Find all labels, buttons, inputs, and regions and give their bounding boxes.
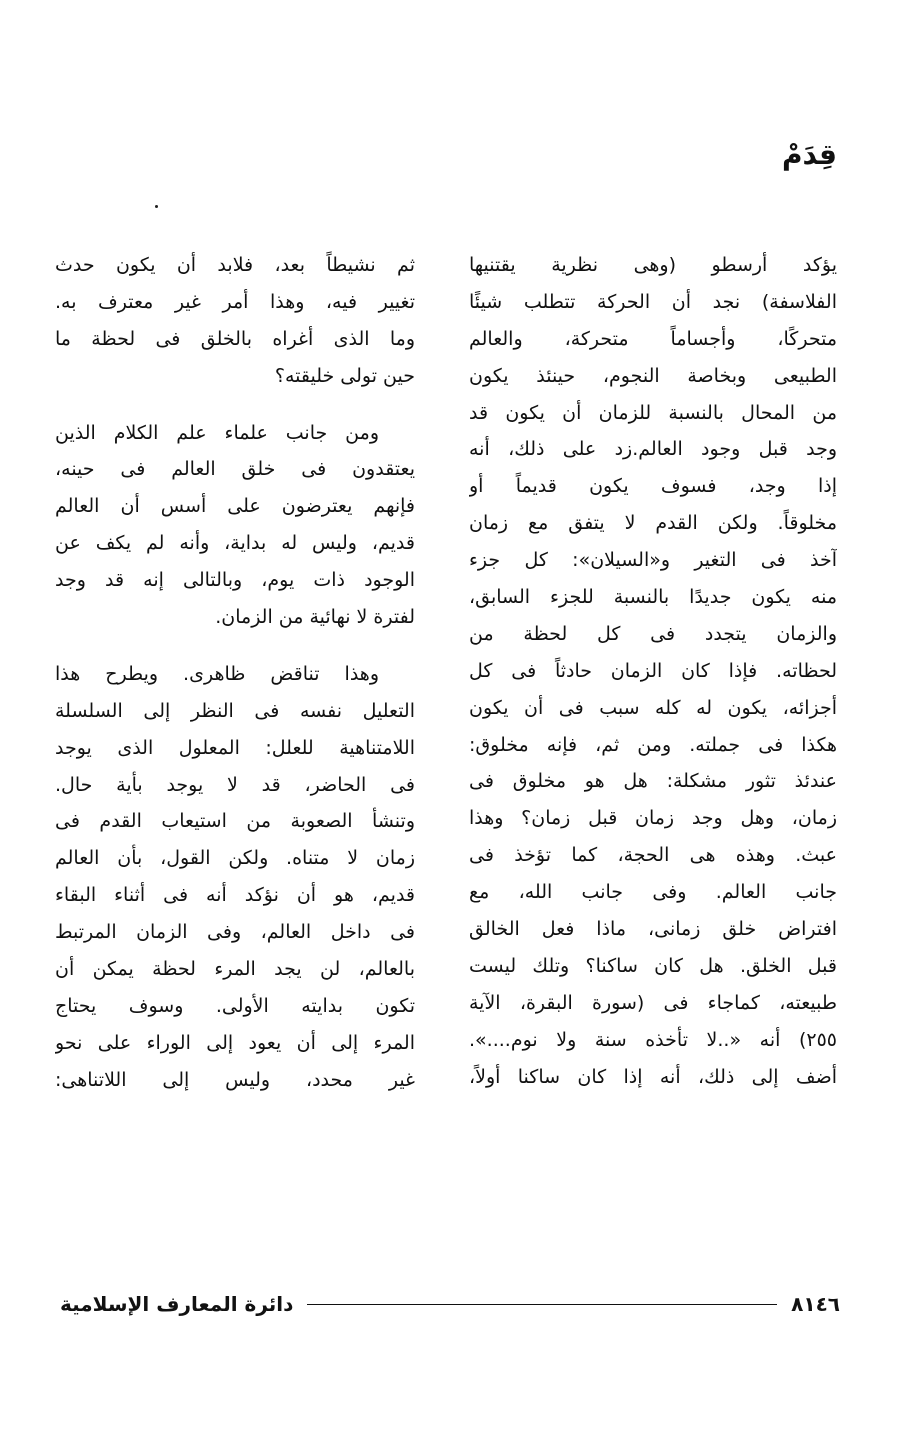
text-line: آخذ فى التغير و«السيلان»: كل جزء [469,549,837,572]
text-line: زمان لا متناه. ولكن القول، بأن العالم [55,847,415,870]
text-line: ٢٥٥) أنه «..لا تأخذه سنة ولا نوم....». [469,1028,837,1051]
text-line: لحظاته. فإذا كان الزمان حادثاً فى كل [469,659,837,682]
text-line: أجزائه، يكون له كله سبب فى أن يكون [469,696,837,719]
text-line: فإنهم يعترضون على أسس أن العالم [55,495,415,518]
text-line: الطبيعى وبخاصة النجوم، حينئذ يكون [469,364,837,387]
text-line: مخلوقاً. ولكن القدم لا يتفق مع زمان [469,512,837,535]
paragraph-gap [55,636,415,656]
scan-speck [155,205,158,208]
text-line: بالعالم، لن يجد المرء لحظة يمكن أن [55,958,415,981]
right-text-column [469,247,837,1095]
text-line: غير محدد، وليس إلى اللاتناهى: [55,1068,415,1091]
text-line: والزمان يتجدد فى كل لحظة من [469,622,837,645]
text-line: قبل الخلق. هل كان ساكنا؟ وتلك ليست [469,954,837,977]
text-line: الفلاسفة) نجد أن الحركة تتطلب شيئًا [469,290,837,313]
text-line: قديم، هو أن نؤكد أنه فى أثناء البقاء [55,884,415,907]
text-line: الوجود ذات يوم، وبالتالى إنه قد وجد [55,569,415,592]
paragraph [55,247,415,395]
left-text-column [55,247,415,1099]
text-line: عندئذ تثور مشكلة: هل هو مخلوق فى [469,770,837,793]
publication-title: دائرة المعارف الإسلامية [60,1292,294,1316]
text-line: إذا وجد، فسوف يكون قديماً أو [469,475,837,498]
text-line: تكون بدايته الأولى. وسوف يحتاج [55,994,415,1017]
page-footer [60,1284,840,1324]
text-line: التعليل نفسه فى النظر إلى السلسلة [55,699,415,722]
text-line: زمان، وهل وجد زمان قبل زمان؟ وهذا [469,807,837,830]
text-line: وما الذى أغراه بالخلق فى لحظة ما [55,327,415,350]
text-line: فى داخل العالم، وفى الزمان المرتبط [55,921,415,944]
text-line: متحركًا، وأجساماً متحركة، والعالم [469,327,837,350]
paragraph-gap [55,395,415,415]
paragraph [55,656,415,1099]
text-line: جانب العالم. وفى جانب الله، مع [469,881,837,904]
text-line: افتراض خلق زمانى، ماذا فعل الخالق [469,918,837,941]
text-line: ومن جانب علماء علم الكلام الذين [55,421,379,444]
running-header-word: قِدَمْ [781,138,837,171]
text-line: حين تولى خليقته؟ [274,364,415,387]
text-line: طبيعته، كماجاء فى (سورة البقرة، الآية [469,991,837,1014]
text-line: هكذا فى جملته. ومن ثم، فإنه مخلوق: [469,733,837,756]
text-line: تغيير فيه، وهذا أمر غير معترف به. [55,290,415,313]
text-line: اللامتناهية للعلل: المعلول الذى يوجد [55,736,415,759]
text-line: يؤكد أرسطو (وهى نظرية يقتنيها [469,254,837,276]
text-line: يعتقدون فى خلق العالم فى حينه، [55,458,415,481]
text-line: من المحال بالنسبة للزمان أن يكون قد [469,401,837,424]
text-line: وتنشأ الصعوبة من استيعاب القدم فى [55,810,415,833]
text-line: منه يكون جديدًا بالنسبة للجزء السابق، [469,586,837,609]
text-line: فى الحاضر، قد لا يوجد بأية حال. [55,773,415,796]
footer-divider [307,1304,777,1305]
text-line: قديم، وليس له بداية، وأنه لم يكف عن [55,532,415,555]
text-line: المرء إلى أن يعود إلى الوراء على نحو [55,1031,415,1054]
page-number: ٨١٤٦ [791,1292,840,1316]
text-line: لفترة لا نهائية من الزمان. [215,606,415,629]
text-line: ثم نشيطاً بعد، فلابد أن يكون حدث [55,254,415,276]
paragraph [55,415,415,636]
text-line: أضف إلى ذلك، أنه إذا كان ساكنا أولاً، [469,1065,837,1088]
text-line: عبث. وهذه هى الحجة، كما تؤخذ فى [469,844,837,867]
text-line: وهذا تناقض ظاهرى. ويطرح هذا [55,662,379,685]
text-line: وجد قبل وجود العالم.زد على ذلك، أنه [469,438,837,461]
